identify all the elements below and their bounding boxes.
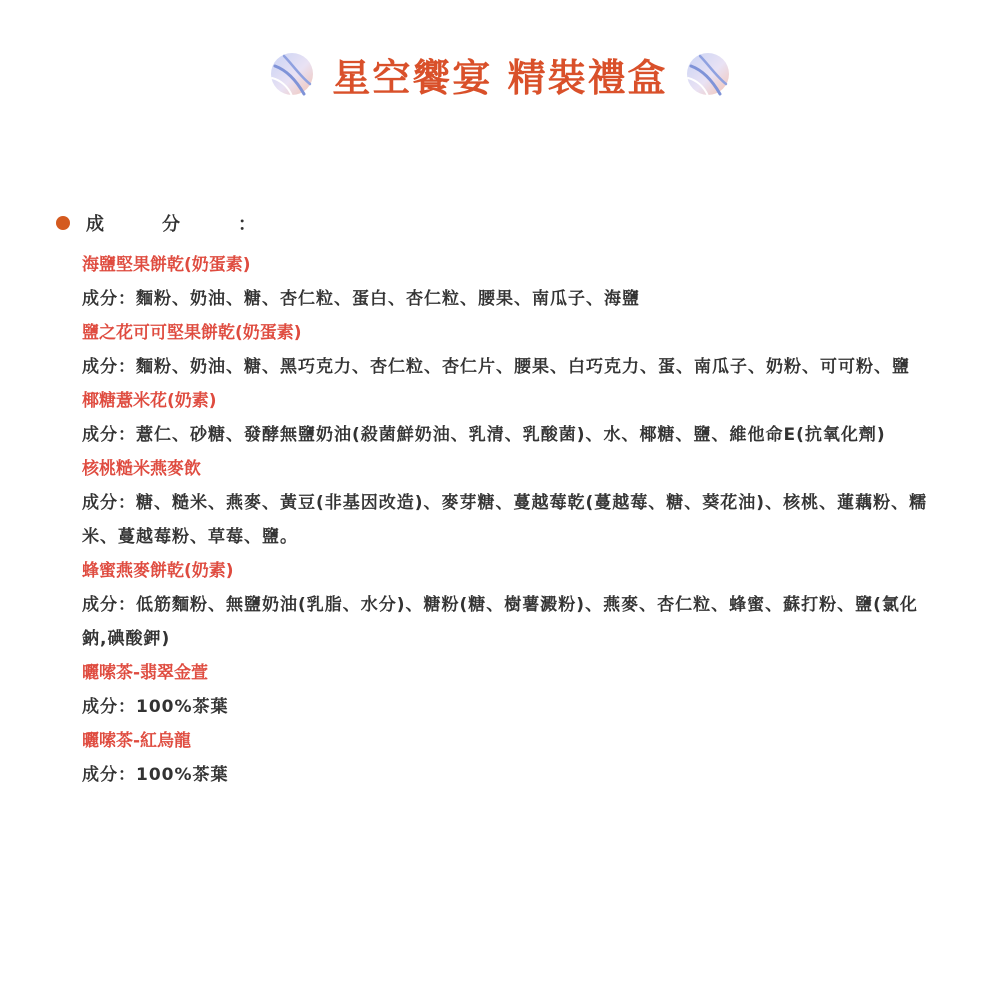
product-ingredients: 成分：糖、糙米、燕麥、黃豆(非基因改造)、麥芽糖、蔓越莓乾(蔓越莓、糖、葵花油)、核桃、蓮藕粉、糯米、蔓越莓粉、草莓、鹽。 xyxy=(82,493,928,547)
product-name: 海鹽堅果餅乾(奶蛋素) xyxy=(82,255,251,275)
bullet-dot-icon xyxy=(56,216,70,230)
product-name: 鹽之花可可堅果餅乾(奶蛋素) xyxy=(82,323,302,343)
list-item xyxy=(82,656,942,724)
list-item xyxy=(82,316,942,384)
list-item xyxy=(82,724,942,792)
product-ingredients: 成分：低筋麵粉、無鹽奶油(乳脂、水分)、糖粉(糖、樹薯澱粉)、燕麥、杏仁粒、蜂蜜、蘇打粉、鹽(氯化鈉,碘酸鉀) xyxy=(82,595,918,649)
product-ingredients: 成分：麵粉、奶油、糖、杏仁粒、蛋白、杏仁粒、腰果、南瓜子、海鹽 xyxy=(82,289,640,309)
product-name: 椰糖薏米花(奶素) xyxy=(82,391,217,411)
product-ingredients: 成分：100%茶葉 xyxy=(82,765,229,785)
list-item xyxy=(82,554,942,656)
ingredients-section-header xyxy=(56,208,276,238)
product-ingredients: 成分：麵粉、奶油、糖、黑巧克力、杏仁粒、杏仁片、腰果、白巧克力、蛋、南瓜子、奶粉、可可粉、鹽 xyxy=(82,357,910,377)
section-label: 成 分 ： xyxy=(86,214,276,235)
product-name: 曬嗦茶-翡翠金萱 xyxy=(82,663,209,683)
product-ingredients: 成分：100%茶葉 xyxy=(82,697,229,717)
page-title: 星空饗宴 精裝禮盒 xyxy=(332,55,668,100)
list-item xyxy=(82,248,942,316)
planet-orb-icon-left xyxy=(266,48,318,100)
product-ingredients: 成分：薏仁、砂糖、發酵無鹽奶油(殺菌鮮奶油、乳清、乳酸菌)、水、椰糖、鹽、維他命E(抗氧化劑) xyxy=(82,425,886,445)
product-name: 曬嗦茶-紅烏龍 xyxy=(82,731,192,751)
product-list xyxy=(82,248,942,792)
product-name: 蜂蜜燕麥餅乾(奶素) xyxy=(82,561,234,581)
product-name: 核桃糙米燕麥飲 xyxy=(82,459,201,479)
title-banner xyxy=(0,44,1000,104)
list-item xyxy=(82,384,942,452)
list-item xyxy=(82,452,942,554)
planet-orb-icon-right xyxy=(682,48,734,100)
